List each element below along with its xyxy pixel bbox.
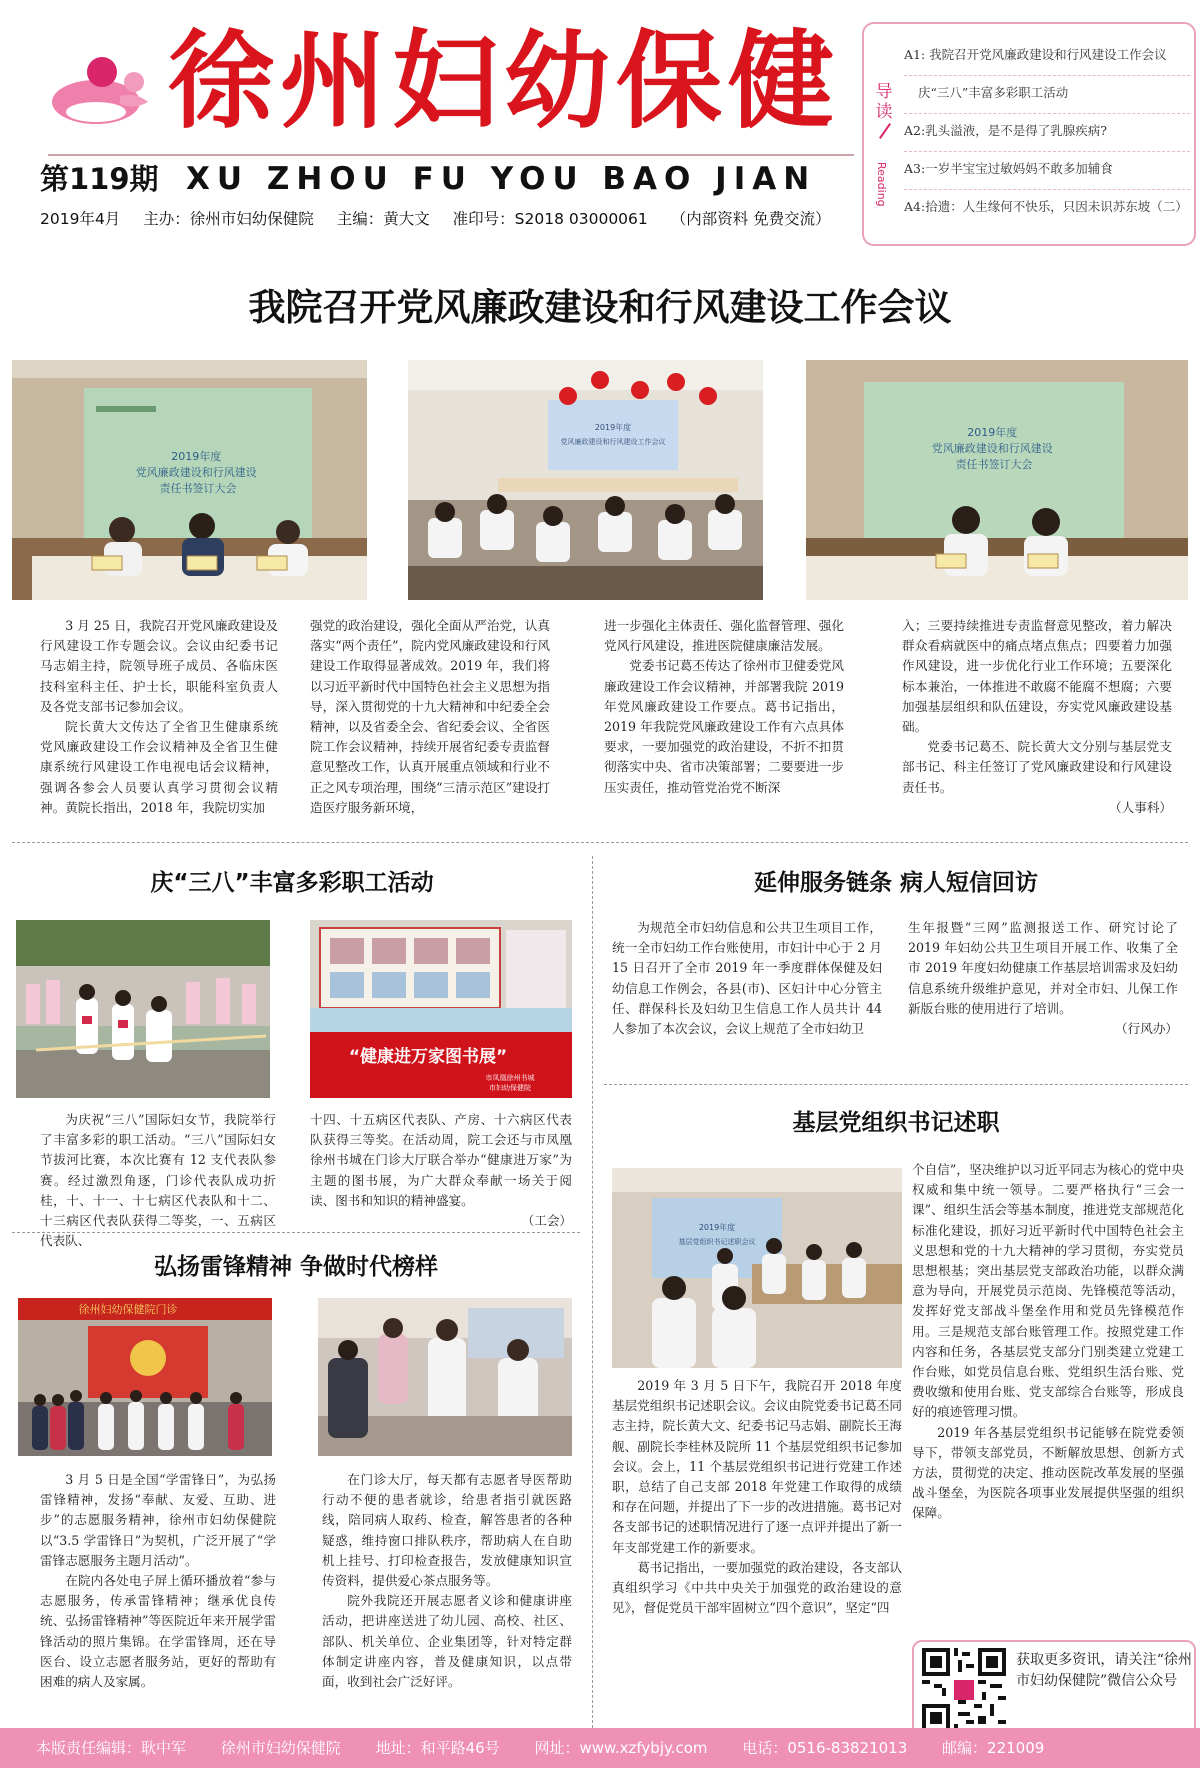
article4-paragraph: 在院内各处电子屏上循环播放着“参与志愿服务，传承雷锋精神；继承优良传统、弘扬雷锋精神”等医院近年来开展学雷锋活动的照片集锦。在学雷锋周，还在导医台、设立志愿者服务站，更好的帮助有困难的病人及家属。 xyxy=(40,1573,276,1690)
issue-number: 第119期 xyxy=(40,162,159,196)
article1-column-2 xyxy=(310,616,550,818)
print-permit: 准印号：S2018 03000061 xyxy=(452,210,648,228)
article5-paragraph: 葛书记指出，一要加强党的政治建设，各支部认真组织学习《中共中央关于加强党的政治建设的意见》，督促党员干部牢固树立“四个意识”，坚定“四 xyxy=(612,1559,902,1616)
footer-postcode: 邮编：221009 xyxy=(942,1739,1045,1757)
guide-item[interactable]: 庆“三八”丰富多彩职工活动 xyxy=(904,76,1190,114)
article4-column-1 xyxy=(40,1470,276,1692)
article3-column-1 xyxy=(612,918,882,1039)
article1-paragraph: 院长黄大文传达了全省卫生健康系统党风廉政建设工作会议精神及全省卫生健康系统行风建设工作电视电话会议精神，强调各参会人员要认真学习贯彻会议精神。黄院长指出，2018 年，我院切实加 xyxy=(40,719,278,815)
banner-text: “健康进万家图书展” xyxy=(348,1047,508,1067)
hospital-logo xyxy=(50,52,154,126)
section-divider xyxy=(12,1232,580,1233)
footer-info xyxy=(36,1733,1186,1763)
article1-column-3 xyxy=(604,616,844,798)
svg-text:党风廉政建设和行风建设工作会议: 党风廉政建设和行风建设工作会议 xyxy=(560,438,666,446)
article4-title: 弘扬雷锋精神 争做时代榜样 xyxy=(153,1254,438,1280)
article2-column-1 xyxy=(40,1110,276,1251)
article5-paragraph: 个自信”，坚决维护以习近平同志为核心的党中央权威和集中统一领导。二要严格执行“三会一课”、组织生活会等基本制度，推进党支部规范化标准化建设，抓好习近平新时代中国特色社会主义思想和党的十九大精神的学习贯彻，夯实党员思想根基；突出基层党支部政治功能，以群众满意为导向，开展党员示范岗、先锋模范等活动，发挥好党支部战斗堡垒作用和党员先锋模范作用。三是规范支部台账管理工作。按照党建工作内容和任务，各基层党支部分门别类建立党建工作台账，如党员信息台账、党组织生活台账、党费收缴和使用台账、党支部综合台账等，形成良好的痕迹管理习惯。 xyxy=(912,1162,1184,1420)
section-divider xyxy=(604,1084,1188,1085)
article5-paragraph: 2019 年各基层党组织书记能够在院党委领导下，带领支部党员，不断解放思想、创新方式方法，贯彻党的决定、推动医院改革发展的坚强战斗堡垒，为医院各项事业发展提供坚强的组织保障。 xyxy=(912,1424,1184,1521)
article2-title: 庆“三八”丰富多彩职工活动 xyxy=(150,870,434,896)
article2-byline: （工会） xyxy=(521,1213,572,1229)
article1-column-4 xyxy=(902,616,1172,818)
article1-paragraph: 进一步强化主体责任、强化监督管理、强化党风行风建设，推进医院健康廉洁发展。 xyxy=(604,618,844,654)
photo-volunteer-group xyxy=(18,1298,272,1456)
qr-code-icon[interactable] xyxy=(922,1648,1006,1732)
issue-date: 2019年4月 xyxy=(40,210,121,228)
article4-paragraph: 在门诊大厅，每天都有志愿者导医帮助行动不便的患者就诊，给患者指引就医路线，陪同病人取药、检查，解答患者的各种疑惑，维持窗口排队秩序，帮助病人在自助机上挂号、打印检查报告，发放健康知识宣传资料，提供爱心茶点服务等。 xyxy=(322,1472,572,1589)
svg-text:2019年度: 2019年度 xyxy=(698,1223,736,1232)
photo-book-exhibition xyxy=(310,920,572,1098)
article1-paragraph: 强党的政治建设，强化全面从严治党，认真落实“两个责任”，院内党风廉政建设和行风建设工作取得显著成效。2019 年，我们将以习近平新时代中国特色社会主义思想为指导，深入贯彻党的十九大精神和中纪委全会精神，以及省委全会、省纪委会议、全省医院工作会议精神，持续开展省纪委专责监督意见整改工作，认真开展重点领域和行业不正之风专项治理，围绕“三清示范区”建设打造医疗服务新环境， xyxy=(310,618,550,815)
article5-paragraph: 2019 年 3 月 5 日下午，我院召开 2018 年度基层党组织书记述职会议。会议由院党委书记葛丕同志主持，院长黄大文、纪委书记马志娟、副院长王海舰、副院长李桂林及院所 11 个基层党组织书记参加会议。会上，11 个基层党组织书记进行党建工作述职，总结了自己支部 2018 年党建工作取得的成绩和存在问题，并提出了下一步的改进措施。葛书记对各支部书记的述职情况进行了逐一点评并提出了新一年支部党建工作的新要求。 xyxy=(612,1378,902,1555)
guide-item[interactable]: A2:乳头溢液，是不是得了乳腺疾病? xyxy=(904,114,1190,152)
photo-volunteer-guiding xyxy=(318,1298,572,1456)
svg-text:2019年度 党风廉政建设和行风建设: 2019年度 党风廉政建设和行风建设 责任书签订大会 xyxy=(931,426,1053,471)
photo-secretary-report xyxy=(612,1168,902,1368)
photo-meeting-signing-right xyxy=(806,360,1188,600)
guide-item[interactable]: A3:一岁半宝宝过敏妈妈不敢多加辅食 xyxy=(904,152,1190,190)
svg-text:2019年度: 2019年度 xyxy=(594,423,632,432)
article3-paragraph: 为规范全市妇幼信息和公共卫生项目工作，统一全市妇幼工作台账使用，市妇计中心于 2 月 15 日召开了全市 2019 年一季度群体保健及妇幼信息工作例会，各县(市)、区妇计中心分管主任、群保科长及妇幼卫生信息工作人员共计 44 人参加了本次会议，会议上规范了全市妇幼卫 xyxy=(612,920,882,1037)
svg-text:市妇幼保健院: 市妇幼保健院 xyxy=(489,1084,531,1092)
guide-label-cn: 导读 xyxy=(875,82,893,122)
article1-paragraph: 党委书记葛丕、院长黄大文分别与基层党支部书记、科主任签订了党风廉政建设和行风建设责任书。 xyxy=(902,739,1172,795)
article5-title: 基层党组织书记述职 xyxy=(792,1110,1000,1136)
reading-guide-list xyxy=(904,38,1190,228)
svg-text:市凤凰徐州书城: 市凤凰徐州书城 xyxy=(485,1074,535,1082)
footer-phone: 电话：0516-83821013 xyxy=(742,1739,908,1757)
column-divider xyxy=(592,856,593,1728)
photo-tug-of-war xyxy=(16,920,270,1098)
footer-hospital: 徐州市妇幼保健院 xyxy=(220,1739,341,1757)
footer-website[interactable]: 网址：www.xzfybjy.com xyxy=(534,1739,708,1757)
article3-paragraph: 生年报暨“三网”监测报送工作、研究讨论了 2019 年妇幼公共卫生项目开展工作、收集了全市 2019 年度妇幼健康工作基层培训需求及妇幼信息系统升级维护意见，并对全市妇、儿保工作新版台账的使用进行了培训。 xyxy=(908,920,1178,1016)
photo1-screen-line1: 2019年度 xyxy=(171,450,222,463)
article1-column-1 xyxy=(40,616,278,818)
guide-slash-icon xyxy=(879,123,891,139)
sponsor: 主办：徐州市妇幼保健院 xyxy=(143,210,314,228)
masthead-rule xyxy=(48,154,854,156)
footer-address: 地址：和平路46号 xyxy=(375,1739,500,1757)
masthead-pinyin: XU ZHOU FU YOU BAO JIAN xyxy=(186,161,817,197)
guide-label-en: Reading xyxy=(875,162,888,207)
reading-guide-label xyxy=(868,82,902,207)
section-divider xyxy=(12,842,1188,843)
chief-editor: 主编：黄大文 xyxy=(336,210,430,228)
masthead-title: 徐州妇幼保健 xyxy=(168,18,840,143)
sign-text: 徐州妇幼保健院门诊 xyxy=(78,1303,178,1316)
article1-paragraph: 入；三要持续推进专责监督意见整改，着力解决群众看病就医中的痛点堵点焦点；四要着力加强作风建设，进一步优化行业工作环境；五要深化标本兼治，一体推进不敢腐不能腐不想腐；六要加强基层组织和队伍建设，夯实党风廉政建设基础。 xyxy=(902,618,1172,735)
article5-column-2 xyxy=(912,1160,1184,1524)
article5-column-1 xyxy=(612,1376,902,1618)
article4-column-2 xyxy=(322,1470,572,1692)
guide-item[interactable]: A1: 我院召开党风廉政建设和行风建设工作会议 xyxy=(904,38,1190,76)
article2-column-2 xyxy=(310,1110,572,1231)
photo-meeting-hall xyxy=(408,360,763,600)
article1-paragraph: 3 月 25 日，我院召开党风廉政建设及行风建设工作专题会议。会议由纪委书记马志娟主持，院领导班子成员、各临床医技科室科主任、护士长，职能科室负责人及各党支部书记参加会议。 xyxy=(40,618,278,714)
article1-paragraph: 党委书记葛丕传达了徐州市卫健委党风廉政建设工作会议精神，并部署我院 2019 年党风廉政建设工作要点。葛书记指出，2019 年我院党风廉政建设工作有六点具体要求，一要加强党的政治建设，不折不扣贯彻落实中央、省市决策部署；二要要进一步压实责任，推动管党治党不断深 xyxy=(604,658,844,795)
article4-paragraph: 院外我院还开展志愿者义诊和健康讲座活动，把讲座送进了幼儿园、高校、社区、部队、机关单位、企业集团等，针对特定群体制定讲座内容，普及健康知识，以点带面，收到社会广泛好评。 xyxy=(322,1593,572,1690)
article4-paragraph: 3 月 5 日是全国“学雷锋日”，为弘扬雷锋精神，发扬“奉献、友爱、互助、进步”的志愿服务精神，徐州市妇幼保健院以“3.5 学雷锋日”为契机，广泛开展了“学雷锋志愿服务主题月活动”。 xyxy=(40,1472,276,1568)
qr-promo-text: 获取更多资讯，请关注“徐州市妇幼保健院”微信公众号 xyxy=(1016,1652,1192,1689)
masthead-info xyxy=(40,208,849,230)
guide-item[interactable]: A4:拾遗：人生缘何不快乐，只因未识苏东坡（二） xyxy=(904,199,1188,214)
internal-note: （内部资料 免费交流） xyxy=(670,210,831,228)
svg-text:基层党组织书记述职会议: 基层党组织书记述职会议 xyxy=(678,1238,756,1246)
article3-byline: （行风办） xyxy=(1115,1021,1178,1037)
article1-byline: （人事科） xyxy=(1109,799,1172,815)
article3-title: 延伸服务链条 病人短信回访 xyxy=(753,870,1038,896)
article2-paragraph: 十四、十五病区代表队、产房、十六病区代表队获得三等奖。在活动周，院工会还与市凤凰徐州书城在门诊大厅联合举办“健康进万家”为主题的图书展，为广大群众奉献一场关于阅读、图书和知识的精神盛宴。 xyxy=(310,1112,572,1208)
article2-paragraph: 为庆祝“三八”国际妇女节，我院举行了丰富多彩的职工活动。“三八”国际妇女节拔河比赛，本次比赛有 12 支代表队参赛。经过激烈角逐，门诊代表队成功折桂，十、十一、十七病区代表队和十二、十三病区代表队获得二等奖，一、五病区代表队、 xyxy=(40,1112,276,1249)
svg-text:2019年度 党风廉政建设和行风建设: 2019年度 党风廉政建设和行风建设 责任书签订大会 xyxy=(135,450,257,495)
photo-meeting-signing-left xyxy=(12,360,367,600)
footer-editor: 本版责任编辑：耿中军 xyxy=(36,1739,187,1757)
article3-column-2 xyxy=(908,918,1178,1039)
article1-title: 我院召开党风廉政建设和行风建设工作会议 xyxy=(248,286,952,329)
